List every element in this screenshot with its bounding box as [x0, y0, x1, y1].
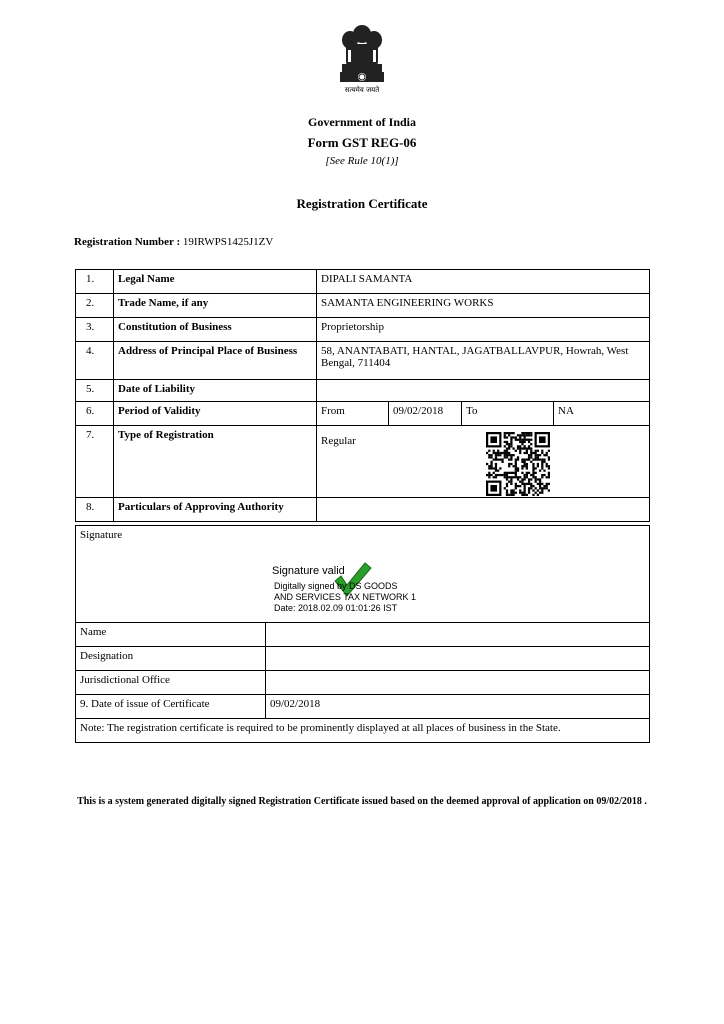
- designation-value: [266, 647, 650, 671]
- jurisdictional-office-label: Jurisdictional Office: [76, 671, 266, 695]
- row-label: Particulars of Approving Authority: [114, 498, 317, 522]
- signature-date: Date: 2018.02.09 01:01:26 IST: [274, 603, 398, 613]
- date-of-liability-value: [317, 380, 650, 402]
- row-label: Address of Principal Place of Business: [114, 342, 317, 380]
- signature-line-1: Digitally signed by DS GOODS: [274, 581, 398, 591]
- name-label: Name: [76, 623, 266, 647]
- address-value: 58, ANANTABATI, HANTAL, JAGATBALLAVPUR, Howrah, West Bengal, 711404: [317, 342, 650, 380]
- table-row: [76, 647, 650, 671]
- validity-from-value: 09/02/2018: [389, 402, 462, 426]
- table-row: [76, 526, 650, 623]
- footer-note: This is a system generated digitally signed Registration Certificate issued based on the deemed approval of application on 09/02/2018 .: [77, 796, 647, 807]
- registration-number-label: Registration Number :: [74, 236, 181, 248]
- signature-block: [80, 529, 645, 619]
- signature-line-2: AND SERVICES TAX NETWORK 1: [274, 592, 417, 602]
- row-number: 6.: [76, 402, 114, 426]
- signature-label: Signature: [80, 529, 123, 541]
- government-heading: Government of India: [308, 115, 416, 129]
- jurisdictional-office-value: [266, 671, 650, 695]
- note-text: Note: The registration certificate is required to be prominently displayed at all places of business in the State.: [76, 719, 650, 743]
- table-row: [76, 498, 650, 522]
- table-row: [76, 671, 650, 695]
- trade-name-value: SAMANTA ENGINEERING WORKS: [317, 294, 650, 318]
- row-label: Period of Validity: [114, 402, 317, 426]
- row-number: 5.: [76, 380, 114, 402]
- row-label: Legal Name: [114, 270, 317, 294]
- table-row: [76, 270, 650, 294]
- designation-label: Designation: [76, 647, 266, 671]
- issue-date-value: 09/02/2018: [266, 695, 650, 719]
- table-row: [76, 342, 650, 380]
- rule-reference: [See Rule 10(1)]: [325, 155, 399, 167]
- row-number: 2.: [76, 294, 114, 318]
- validity-to-value: NA: [554, 402, 650, 426]
- registration-details-table: [75, 269, 650, 522]
- approving-authority-value: [317, 498, 650, 522]
- signature-table: [75, 525, 650, 743]
- row-number: 1.: [76, 270, 114, 294]
- qr-code-icon: [486, 432, 550, 496]
- ashoka-emblem-icon: [326, 20, 398, 110]
- signature-cell: [76, 526, 650, 623]
- emblem-motto: सत्यमेव जयते: [344, 86, 380, 94]
- form-heading: Form GST REG-06: [307, 135, 417, 150]
- row-label: Type of Registration: [114, 426, 317, 498]
- constitution-value: Proprietorship: [317, 318, 650, 342]
- row-number: 4.: [76, 342, 114, 380]
- signature-valid-text: Signature valid: [272, 565, 345, 577]
- table-row: [76, 294, 650, 318]
- registration-type-value: Regular: [321, 435, 356, 447]
- table-row: [76, 380, 650, 402]
- legal-name-value: DIPALI SAMANTA: [317, 270, 650, 294]
- table-row: [76, 695, 650, 719]
- table-row: [76, 623, 650, 647]
- registration-type-cell: [317, 426, 650, 498]
- registration-number-value: 19IRWPS1425J1ZV: [182, 236, 274, 248]
- name-value: [266, 623, 650, 647]
- validity-from-label: From: [317, 402, 389, 426]
- row-number: 8.: [76, 498, 114, 522]
- table-row: [76, 318, 650, 342]
- registration-number: [74, 236, 273, 248]
- row-label: Trade Name, if any: [114, 294, 317, 318]
- row-label: Constitution of Business: [114, 318, 317, 342]
- certificate-title: Registration Certificate: [296, 196, 428, 211]
- row-number: 7.: [76, 426, 114, 498]
- row-label: Date of Liability: [114, 380, 317, 402]
- table-row: [76, 719, 650, 743]
- issue-date-label: 9. Date of issue of Certificate: [76, 695, 266, 719]
- table-row: [76, 426, 650, 498]
- table-row: [76, 402, 650, 426]
- row-number: 3.: [76, 318, 114, 342]
- validity-to-label: To: [462, 402, 554, 426]
